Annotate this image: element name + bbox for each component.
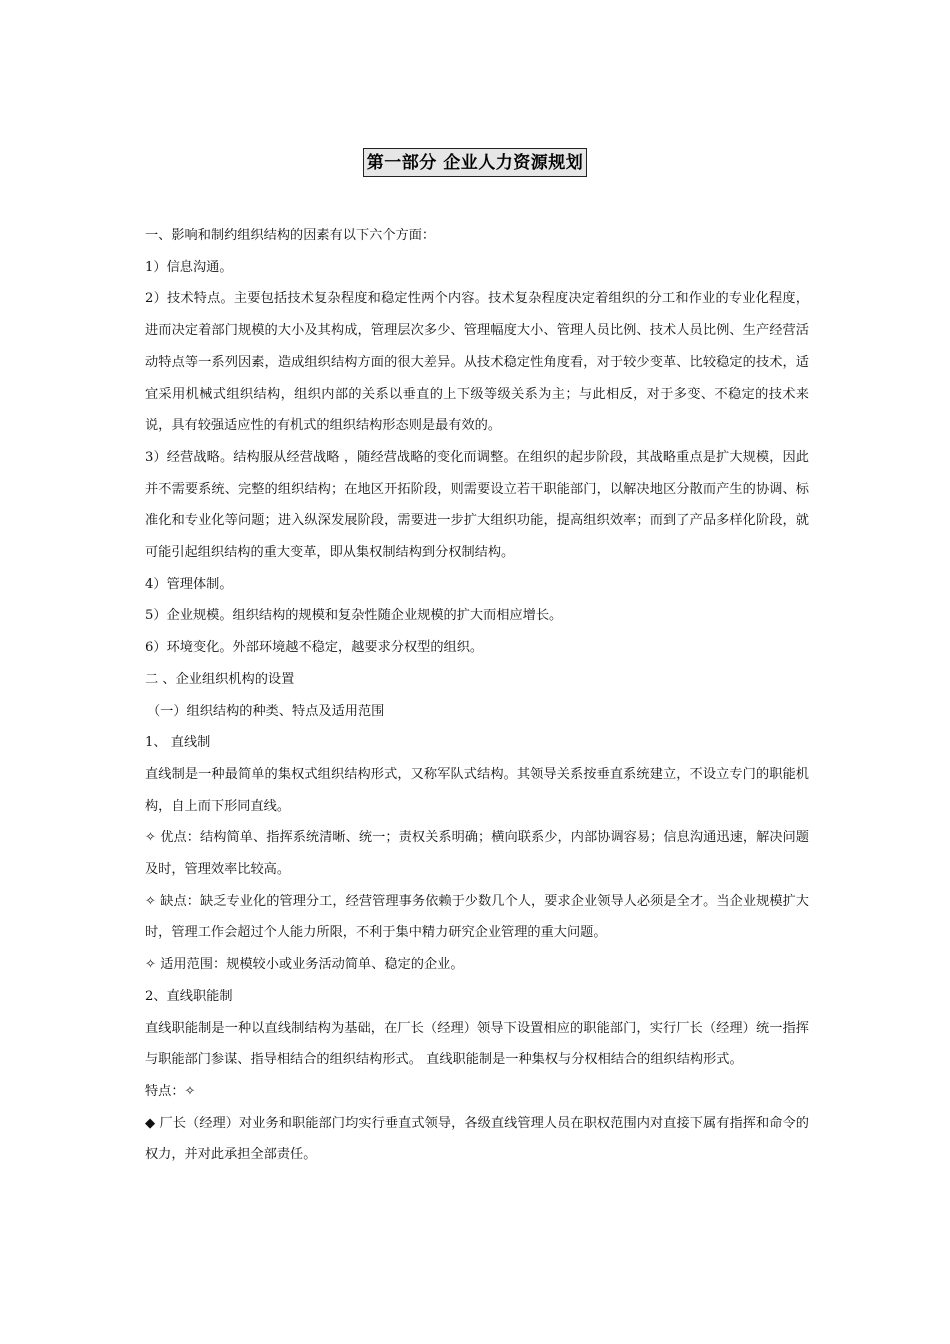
- list-item: 6）环境变化。外部环境越不稳定，越要求分权型的组织。: [145, 640, 484, 656]
- list-item: 5）企业规模。组织结构的规模和复杂性随企业规模的扩大而相应增长。: [145, 608, 563, 624]
- list-item: 4）管理体制。: [145, 576, 233, 592]
- list-item: 2）技术特点。主要包括技术复杂程度和稳定性两个内容。技术复杂程度决定着组织的分工和作业的专业化程度，进而决定着部门规模的大小及其构成，管理层次多少、管理幅度大小、管理人员比例、技术人员比例、生产经营活动特点等一系列因素，造成组织结构方面的很大差异。从技术稳定性角度看，对于较少变革、比较稳定的技术，适宜采用机械式组织结构，组织内部的关系以垂直的上下级等级关系为主；与此相反，对于多变、不稳定的技术来说，具有较强适应性的有机式的组织结构形态则是最有效的。: [145, 291, 809, 434]
- scope-paragraph: ✧ 适用范围：规模较小或业务活动简单、稳定的企业。: [145, 957, 464, 973]
- section-heading: 一、影响和制约组织结构的因素有以下六个方面：: [145, 228, 436, 243]
- advantages-paragraph: ✧ 优点：结构简单、指挥系统清晰、统一；责权关系明确；横向联系少，内部协调容易；信息沟通迅速，解决问题及时，管理效率比较高。: [145, 830, 809, 878]
- document-title: 第一部分 企业人力资源规划: [363, 148, 587, 177]
- body-paragraph: 直线制是一种最简单的集权式组织结构形式，又称军队式结构。其领导关系按垂直系统建立，不设立专门的职能机构，自上而下形同直线。: [145, 766, 809, 814]
- body-paragraph: 直线职能制是一种以直线制结构为基础，在厂长（经理）领导下设置相应的职能部门，实行厂长（经理）统一指挥与职能部门参谋、指导相结合的组织结构形式。 直线职能制是一种集权与分权相结合的组织结构形式。: [145, 1020, 809, 1068]
- section-heading: 二 、企业组织机构的设置: [145, 671, 295, 687]
- list-item: 1）信息沟通。: [145, 259, 233, 275]
- bullet-paragraph: ◆ 厂长（经理）对业务和职能部门均实行垂直式领导，各级直线管理人员在职权范围内对直接下属有指挥和命令的权力，并对此承担全部责任。: [145, 1115, 809, 1163]
- document-body: [145, 220, 809, 1171]
- title-container: [0, 148, 950, 177]
- subsection-heading: （一）组织结构的种类、特点及适用范围: [147, 703, 385, 719]
- item-heading: 1、 直线制: [145, 735, 211, 751]
- item-heading: 2、直线职能制: [145, 988, 233, 1004]
- features-label: 特点：✧: [145, 1083, 196, 1099]
- disadvantages-paragraph: ✧ 缺点：缺乏专业化的管理分工，经营管理事务依赖于少数几个人，要求企业领导人必须是全才。当企业规模扩大时，管理工作会超过个人能力所限，不利于集中精力研究企业管理的重大问题。: [145, 893, 809, 941]
- list-item: 3）经营战略。结构服从经营战略 ，随经营战略的变化而调整。在组织的起步阶段，其战略重点是扩大规模，因此并不需要系统、完整的组织结构；在地区开拓阶段，则需要设立若干职能部门，以解决地区分散而产生的协调、标准化和专业化等问题；进入纵深发展阶段，需要进一步扩大组织功能，提高组织效率；而到了产品多样化阶段，就可能引起组织结构的重大变革，即从集权制结构到分权制结构。: [145, 449, 809, 561]
